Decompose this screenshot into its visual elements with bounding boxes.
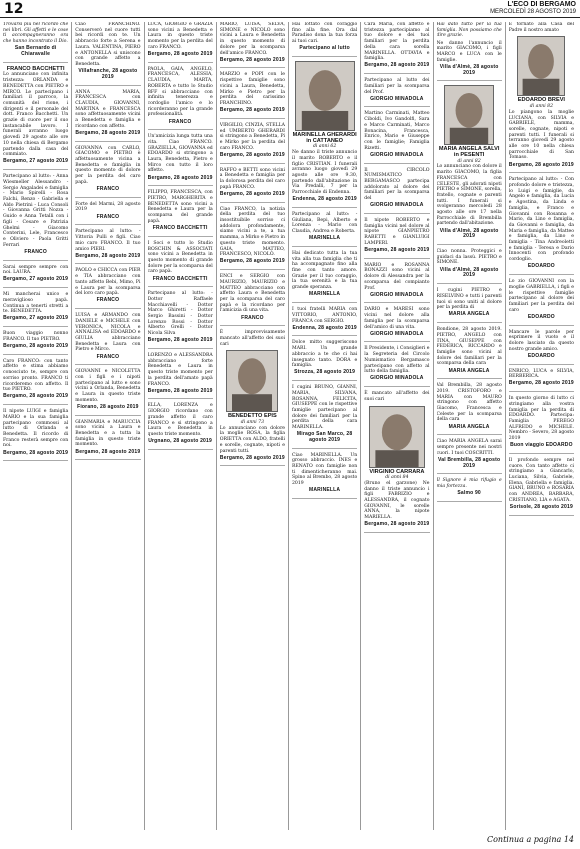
notice-signature: FRANCO BACCHETTI — [152, 275, 208, 282]
notice-signature: GIORGIO MINADOLA — [370, 95, 424, 102]
obituary-notice — [75, 313, 140, 365]
notice-text: Forte del Marmi, 28 agosto 2019 — [75, 201, 141, 213]
obituary-notice — [364, 218, 429, 259]
notice-signature: Bergamo, 28 agosto 2019 — [364, 247, 430, 253]
portrait-photo — [295, 61, 355, 131]
paper-masthead — [490, 1, 576, 16]
notice-signature: Bergamo, 28 agosto 2019 — [3, 343, 69, 350]
obituary-notice — [509, 177, 574, 275]
notice-signature: Sorisole, 28 agosto 2019 — [509, 504, 573, 511]
notice-quote: Hai dato tutto per la tua famiglia. Non possiamo che dire grazie. — [436, 22, 502, 39]
deceased-name: VIRGINIO CARRARA — [369, 468, 425, 475]
obituary-notice — [292, 61, 357, 208]
obituary-notice — [3, 265, 68, 289]
notice-text: GIANMARIA e MARUCCIA sono vicini a Laura e Benedetta e a tutta la famiglia in questo triste momento. — [75, 419, 141, 448]
notice-signature: Partecipano al lutto — [299, 45, 350, 52]
notice-signature: Bergamo, 28 agosto 2019 — [364, 62, 430, 69]
obituary-notice — [364, 78, 429, 107]
obituary-notice — [3, 331, 68, 355]
notice-text: VIRGILIO, CINZIA, STELLA ed UMBERTO GHERARDI si stringono a Benedetta, Pi e Mirko per la perdita del caro FRANCO. — [219, 122, 285, 151]
notice-signature: EDOARDO — [527, 263, 555, 270]
notice-text: ANNA MARIA, FRANCESCA con CLAUDIA, GIOVANNI, MARTINA e FRANCESCA sono affettuosamente vicini a Benedetta e famiglia e ricordano con affetto. — [75, 89, 141, 129]
notice-signature: MARIA ANGELA — [448, 367, 490, 374]
notice-signature: Bergamo, 27 agosto 2019 — [3, 276, 69, 283]
notice-signature: FRANCO — [96, 297, 120, 304]
notice-signature: Bergamo, 28 agosto 2019 — [219, 190, 285, 197]
notice-signature: GIORGIO MINADOLA — [370, 330, 424, 337]
obituary-columns — [3, 22, 577, 830]
notice-quote: Il Signore è mia rifugio e mia fortezza. — [436, 478, 502, 490]
obituary-notice — [437, 383, 502, 435]
obituary-notice — [75, 369, 140, 415]
notice-signature: Bergamo, 28 agosto 2019 — [219, 258, 285, 265]
notice-signature: Bergamo, 28 agosto 2019 — [147, 174, 213, 181]
obituary-notice — [292, 307, 357, 336]
obituary-notice — [509, 330, 574, 365]
notice-text: Partecipano al lutto: - Anna Wiesmeller Alessandro - Sergio Angaladei e famiglia - Mario Spirelli - Rosa Falchi, Renzo - Gabriella e Aldo Pietrini - Luca Consoli - Giovanna Gritti Nozza - Guido e Anna Tetalli con i figli - Cesare e Patrizia Ghelmi - Giacomo Conterini, Lele, Francesco e Oliviero - Paola Gritti Ferrari — [3, 174, 69, 248]
obituary-notice — [292, 340, 357, 381]
obituary-notice — [509, 458, 574, 516]
notice-signature: FRANCO — [96, 186, 120, 193]
notice-signature: San Bernardo di Chiaravalle — [14, 45, 57, 58]
obituary-notice — [148, 353, 213, 399]
obituary-notice — [220, 168, 285, 203]
obituary-notice — [509, 279, 574, 325]
obituary-notice — [509, 22, 574, 173]
obituary-column-7 — [437, 22, 506, 830]
notice-text: I Soci e tutto lo Studio BOSCHIN & ASSOCIATI sono vicini a Benedetta in questo momento di grande dolore per la scomparsa del caro papà. — [147, 240, 213, 275]
obituary-notice — [220, 72, 285, 118]
obituary-notice — [75, 202, 140, 226]
notice-signature: EDOARDO — [527, 313, 555, 320]
obituary-notice — [437, 22, 502, 81]
obituary-column-8 — [509, 22, 577, 830]
obituary-notice — [75, 90, 140, 142]
obituary-notice — [292, 22, 357, 57]
deceased-age: di anni 84 — [385, 475, 409, 481]
notice-text: MARZIO e POPI con le rispettive famiglie sono vicini a Laura, Benedetta, Mirko e Pietro per la perdita del carissimo FRANCHINO. — [219, 72, 285, 106]
continue-note: Continua a pagina 14 — [486, 835, 574, 844]
obituary-notice — [437, 288, 502, 323]
notice-text: LUISA e ARMANDO con DANIELE e MICHELE con VERONICA, NICOLA e ANNALISA ed EDOARDO e GIULIA abbracciano Benedetta e Laura con Pietro e Mirco. — [75, 313, 141, 353]
notice-signature: Bergamo, 27 agosto 2019 — [3, 158, 69, 165]
notice-text: Sarai sempre sempre con noi. LAURA. — [3, 264, 69, 276]
notice-text: Lo zio GIOVANNI con la moglie GABRIELLA, i figli e le rispettive famiglie partecipano al dolore dei familiari per la perdita del caro — [508, 279, 574, 313]
paper-date: MERCOLEDÌ 28 AGOSTO 2019 — [490, 9, 576, 15]
notice-signature: Bergamo, 28 agosto 2019 — [147, 51, 213, 58]
obituary-notice — [292, 251, 357, 303]
deceased-age: di anni 82 — [529, 104, 554, 110]
notice-text: PAOLA, GAIA, ANGELO, FRANCESCA, ALESSIA, CLAUDIA, MARTA, ROBERTA e tutto lo Studio BFF si abbracciano con infinita tenerezza e cordoglio l'amico e lo ricorderanno per la grande professionalità. — [147, 66, 213, 118]
notice-signature: Bergamo, 28 agosto 2019 — [3, 393, 69, 400]
notice-text: Ciao MARIA ANGELA sarai sempre presente nei nostri cuori. I tuoi COSCRITTI. — [436, 439, 502, 456]
notice-signature: Bergamo, 28 agosto 2019 — [219, 454, 285, 461]
portrait-photo — [369, 406, 425, 468]
notice-text: Ciao nonna. Proteggici e guidaci da lassù. PIETRO e SIMONE. — [436, 249, 502, 266]
notice-text: Partecipano al lutto dei familiari per la scomparsa del Prof. — [364, 78, 430, 95]
notice-text: LUCA, GIORGIO e GRAZIA sono vicini a Benedetta e Laura in questo triste momento per la perdita del caro FRANCO. — [147, 22, 213, 50]
notice-signature: Bergamo, 28 agosto 2019 — [508, 380, 574, 387]
paper-name: L'ECO DI BERGAMO — [507, 1, 576, 8]
notice-signature: Urgnano, 28 agosto 2019 — [148, 438, 213, 445]
obituary-notice — [220, 330, 285, 466]
notice-signature: Bergamo, 28 agosto 2019 — [364, 521, 430, 528]
obituary-notice — [437, 327, 502, 379]
notice-text: Ciao FRANCO, la notizia della perdita del tuo insostituibile sorriso ci addolora profondamente, siamo vicini a te, a tua mamma, a Mirko e Pietro in questo triste momento. GAIA, MATTEO, FRANCESCO, NICOLÒ. — [219, 206, 285, 258]
notice-signature: Villa d'Almè, 28 agosto 2019 — [439, 227, 499, 240]
notice-signature: Strozza, 28 agosto 2019 — [294, 369, 356, 376]
notice-signature: Salmo 90 — [457, 490, 481, 497]
notice-text: Hai dedicato tutta la tua vita alla tua famiglia che ti ha accompagnato fino alla fine con tanto amore. Grazie per il tuo coraggio, la tua serenità e la tua grande speranza. — [292, 250, 358, 291]
obituary-notice — [509, 369, 574, 393]
obituary-notice — [148, 291, 213, 349]
notice-text: (Bruno el garzone) Ne danno il triste annuncio i figli FABRIZIO e ALESSANDRA, il cognato GIOVANNI, le sorelle ANNA, la nipote MARIELLA. — [364, 480, 430, 521]
notice-text: Un'amicizia lunga tutta una vita. Ciao FRANCO. GRAZIELLA, GIOVANNA ed EDOARDO si stringono a Laura, Benedetta, Pietro e Mirco con tutto il loro affetto. — [147, 134, 213, 174]
obituary-notice — [3, 22, 68, 63]
obituary-notice — [148, 67, 213, 131]
notice-text: Hai lottato con coraggio fino alla fine. Ora dal Paradiso dona la tua forza ai tuoi cari. — [292, 22, 358, 45]
notice-text: Partecipano al lutto: - Dottor Raffaele Macchiavelli - Dottor Marco Ghiretti - Dottor Sergio Bassini - Dottor Lorenzo Rossi - Dottor Alberto Grelli - Dottor Nicola Silva — [147, 291, 213, 337]
obituary-notice — [364, 168, 429, 214]
notice-text: Lo annunciano con infinita tristezza: ORLANDA e BENEDETTA con PIETRO e MIRCO. Le partecipano i familiari il parroco, la comunità del rione, i dirigenti e il personale del dott. Franco Bacchetti. Un grazie di cuore per il suo instancabile lavoro. I funerali avranno luogo giovedì 29 agosto alle ore 10 nella chiesa di Bergamo partendo dalla casa del commiato. — [3, 72, 69, 158]
obituary-notice — [364, 391, 429, 533]
obituary-notice — [364, 346, 429, 387]
notice-signature: Villa d'Almè, 28 agosto 2019 — [439, 63, 499, 76]
obituary-notice — [3, 292, 68, 327]
obituary-notice — [292, 385, 357, 449]
obituary-column-2 — [75, 22, 144, 830]
notice-text: RAFFO e BETTI sono vicini a Benedetta e famiglia per la dolorosa perdita del caro papà FRANCO. — [219, 167, 285, 190]
notice-signature: Buon viaggio EDOARDO — [510, 442, 573, 449]
notice-text: Partecipano al lutto: - Vittoria Pulli e figli. Ciao mio caro FRANCO. Il tuo amico PIERI. — [75, 229, 141, 252]
obituary-notice — [148, 22, 213, 63]
obituary-notice — [148, 241, 213, 287]
notice-text: Cara Maria, con affetto e tristezza partecipiamo al tuo dolore e dei tuoi familiari per la perdita della cara sorella MARINELLA. OTTAVIA e famiglia. — [364, 22, 430, 62]
notice-text: È improvvisamente mancato all'affetto dei suoi cari — [219, 330, 285, 347]
notice-signature: Mirago San Marco, 28 agosto 2019 — [296, 431, 353, 443]
obituary-notice — [3, 174, 68, 260]
notice-signature: Bergamo, 28 agosto 2019 — [508, 161, 574, 168]
notice-text: ENCI e SERGIO con MAURIZIO, MAURIZIO e MATTEO abbracciano con affetto Laura e Benedetta per la scomparsa del caro papà e la ricordano per l'amicizia di una vita. — [219, 274, 285, 314]
notice-text: Mancare le parole per esprimere il vuoto e il dolore lasciato da questo nostro grande amico. — [508, 329, 574, 352]
notice-signature: GIORGIO MINADOLA — [370, 151, 424, 158]
deceased-name: FRANCO BACCHETTI — [6, 65, 65, 72]
obituary-notice — [437, 478, 502, 502]
notice-text: Ne danno l'annuncio il marito GIACOMO, i figli MARCO e LUCA con le famiglie. — [436, 40, 502, 63]
notice-text: ELLA, LORENZA e GIORGIO ricordano con grande affetto il caro FRANCO e si stringono a Laura e Benedetta in questo triste momento. — [147, 403, 213, 437]
notice-signature: MARINELLA — [309, 291, 341, 298]
deceased-name: MARINELLA GHERARDI in CATTANEO — [292, 132, 357, 144]
obituary-notice — [75, 420, 140, 461]
notice-text: GIOVANNI e NICOLETTA con i figli e i nipoti partecipano al lutto e sono vicini a Orlanda, Benedetta e Laura in questo triste momento. — [75, 369, 141, 403]
obituary-notice — [220, 207, 285, 271]
obituary-notice — [509, 396, 574, 454]
obituary-column-3 — [148, 22, 217, 830]
notice-text: Lo piangono la moglie LUCIANA, con SILVIA e GABRIELE, mamma, sorelle, cognate, nipoti e parenti tutti. I funerali si terranno giovedì 29 agosto alle ore 10 nella chiesa parrocchiale di San Tomaso. — [508, 109, 574, 161]
notice-signature: Fiorano, 28 agosto 2019 — [77, 403, 139, 410]
deceased-age: di anni 73 — [240, 420, 265, 426]
notice-signature: GIORGIO MINADOLA — [370, 202, 424, 209]
obituary-notice — [437, 439, 502, 474]
notice-signature: MARIA ANGELA — [448, 311, 490, 318]
page-header — [0, 0, 580, 18]
notice-text: Ciao MARINELLA. Un grosso abbraccio. INES e RENATO con famiglie non ti dimenticheranno mai. Spino al Brembo, 28 agosto 2019 — [292, 452, 358, 487]
notice-text: Il nipote ROBERTO e famiglia vicini nel dolore al nipote GIANPIETRO RABETTI e GIANLUIGI LAMPERI. — [364, 217, 430, 246]
notice-text: MARIO e ROSANNA BONAZZI sono vicini al dolore di Alessandra per la scomparsa del compianto Prof. — [364, 262, 430, 291]
notice-text: MARIO, LUISA, SELVA, SIMONE e NICOLO sono vicini a Laura e Benedetta in questo momento di dolore per la scomparsa dell'amico FRANCO. — [219, 22, 285, 56]
notice-text: È mancato all'affetto dei suoi cari — [364, 391, 430, 402]
notice-signature: Endenna, 28 agosto 2019 — [292, 196, 357, 203]
notice-text: In questo giorno di lutto ci stringiamo alla vostra famiglia per la perdita di EDOARDO. Partecipa: Famiglia PEREGO ALFREDO e MICHELE. Nembro - Severo, 28 agosto 2019 — [508, 396, 575, 442]
notice-signature: FRANCO BACCHETTI — [152, 225, 208, 232]
notice-signature: GIORGIO MINADOLA — [370, 291, 424, 298]
notice-signature: EDOARDO — [527, 352, 555, 359]
obituary-notice — [75, 229, 140, 264]
notice-text: PAOLO e CHICCA con PIER e TIA abbracciano con tanto affetto Bebi, Mimo, Pi e Laura per la scomparsa del loro caro papà. — [75, 268, 141, 297]
obituary-notice — [220, 274, 285, 326]
notice-text: GIOVANNA con CARLO, GIACOMO e PIETRO è affettuosamente vicina a Benedetta e famiglia in questo momento di dolore per la perdita del caro papà. — [75, 145, 141, 185]
notice-text: Dolce mitto suggeriscono MARI. Un grande abbraccio a te che ci hai insegnato tanto. DORA e famiglia. — [292, 340, 358, 369]
notice-signature: Bergamo, 28 agosto 2019 — [147, 387, 213, 394]
notice-text: Ne danno il triste annuncio il marito ROBERTO e il figlio CRISTIAN. I funerali avranno luogo giovedì 29 agosto alle ore 9.30, partendo dall'abitazione in Via Predalli, 7 per la Parrocchiale di Endenna. — [292, 150, 358, 196]
notice-signature: FRANCO — [24, 248, 47, 255]
notice-text: DARIO e MARESI sono vicini nel dolore alla famiglia per la scomparsa dell'amico di una vita. — [364, 307, 430, 330]
obituary-column-6 — [364, 22, 433, 830]
portrait-photo — [444, 85, 494, 145]
notice-text: Lo annunciano con dolore la moglie ROSA, la figlia ORIETTA con ALDO, fratelli e sorelle, cognate, nipoti e parenti tutti. — [219, 425, 285, 454]
notice-text: Il CIRCOLO NUMISMATICO BERGAMASCO partecipa addolorato al dolore dei familiari per la scomparsa del — [364, 167, 430, 202]
obituary-notice — [3, 409, 68, 461]
notice-signature: Bergamo, 28 agosto 2019 — [219, 107, 285, 114]
notice-text: Val Brembilla, 28 agosto 2019. CRISTOFORO e MARIA con MAURO stringono con affetto Giacomo, Francesca e Celeste per la scomparsa della cara — [436, 383, 502, 423]
obituary-notice — [292, 453, 357, 499]
deceased-name: EDOARDO BREVI — [517, 97, 565, 104]
deceased-age: di anni 82 — [457, 158, 481, 164]
obituary-notice — [364, 22, 429, 74]
notice-text: Il profondo sempre nel cuore. Con tanto affetto ci stringiamo a Giancarlo, Luciana, Silvia, Gabriele, Elena, Gabriella e famiglia. GIANI, BRUNO e ROSARIA con ANDREA, BARBARA, CRISTIANO, LIA e AGATA. — [508, 457, 574, 503]
notice-signature: Bergamo, 28 agosto 2019 — [219, 56, 285, 63]
notice-text: Lo annunciano con dolore il marito GIACOMO, la figlia FRANCESCA con CELESTE, gli adorati nipoti PIETRO e SIMONE, sorella, fratello, cognate e parenti tutti. I funerali si svolgeranno mercoledì 28 agosto alle ore 17 nella Parrocchiale di Brembilla partendo dall'abitazione. — [436, 164, 502, 227]
notice-signature: MARINELLA — [309, 487, 341, 494]
obituary-notice — [292, 212, 357, 247]
deceased-name: BENEDETTO EPIS — [228, 413, 277, 420]
notice-text: Caro FRANCO: con tanto affetto e stima abbiamo conosciuto te, sempre con sorriso pronto. FRANCO ti ricorderemo con affetto. Il tuo PIETRO. — [3, 358, 69, 393]
obituary-notice — [364, 263, 429, 304]
notice-text: Partecipano al lutto: - Giuliana, Bepi, Alberto e Lorenza - Mario con Claudia, Andrea e Roberta. — [292, 211, 358, 235]
notice-text: Ciao FRANCHINO. Conserverò nel cuore tutti bei ricordi con te. Un abbraccio forte a Serena e Laura. VALENTINA, PIERO e ANTONELLA si uniscono con grande affetto a Benedetta. — [75, 22, 141, 67]
notice-text: Il nipote LUIGI e famiglia MARIO e la sua famiglia partecipano commossi al lutto di Orlanda e Benedetta. Il ricordo di Franco resterà sempre con noi. — [3, 409, 69, 449]
deceased-age: di anni 62 — [312, 144, 337, 150]
notice-text: Martino Carminati, Matteo Ciboldi, Ivo Gandolfi, Sara e Marco Carminati, Marco Bonacina, Francesca, Enrico, Mario e Giuseppe con le famiglie; Famiglia Rizetti. — [364, 111, 430, 151]
notice-signature: Bergamo, 28 agosto 2019 — [219, 151, 285, 158]
notice-text: LORENZO e ALESSANDRA abbracciano forte Benedetta e Laura in questo triste momento per la perdita dell'amato papà FRANCO. — [147, 353, 213, 387]
obituary-column-4 — [220, 22, 289, 830]
notice-signature: Villafranche, 28 agosto 2019 — [78, 68, 138, 80]
obituary-column-1 — [3, 22, 72, 830]
deceased-name: MARIA ANGELA SALVI in PESENTI — [438, 146, 500, 159]
notice-signature: Bergamo, 28 agosto 2019 — [75, 252, 141, 259]
obituary-notice — [75, 146, 140, 198]
obituary-notice — [75, 268, 140, 309]
notice-signature: Villa d'Almè, 28 agosto 2019 — [439, 266, 499, 279]
obituary-notice — [148, 190, 213, 236]
notice-signature: FRANCO — [241, 314, 264, 321]
obituary-notice — [148, 134, 213, 186]
obituary-notice — [148, 403, 213, 449]
portrait-photo — [226, 350, 278, 412]
notice-signature: GIORGIO MINADOLA — [370, 375, 424, 382]
obituary-notice — [437, 85, 502, 245]
notice-text: Bondione, 28 agosto 2019. PIETRO, ANGELO con TINA, GIUSEPPE con FEDERICA, RICCARDO e famiglie sono vicini al dolore dei familiari per la scomparsa della cara — [436, 327, 502, 367]
notice-quote: Trovarsi più nel ricordo che nei libri. Gli affetti e le cose ti accompagneranno ora che hanno incontrato il Dio. — [3, 22, 69, 45]
obituary-notice — [437, 249, 502, 284]
notice-text: ENRICO, LUCA e SILVIA, BERBERICA. — [508, 368, 574, 380]
notice-signature: Bergamo, 28 agosto 2019 — [147, 337, 213, 344]
notice-signature: FRANCO — [96, 353, 120, 360]
obituary-column-5 — [292, 22, 361, 830]
obituary-notice — [220, 22, 285, 68]
obituary-notice — [3, 67, 68, 170]
notice-signature: Bergamo, 28 agosto 2019 — [3, 449, 69, 456]
notice-text: I tuoi fratelli MARIA con VITTORIO, ANTONIO, FRANCA con SERGIO. — [292, 307, 358, 324]
notice-signature: Val Brembilla, 28 agosto 2019 — [437, 456, 501, 469]
notice-text: Partecipano al lutto: - Con profondo dolore e tristezza, lo Luigi e famiglie, da Angelo e famiglia, da Lucia e Agostina, da Linda e famiglia, e Franco e Giovanni con Rosanna e Mario, da Lino e famiglia, da Giovanni e famiglia, da Maria e famiglia, da Matteo e famiglia, da Lino e famiglia - Tina Andreoletti e famiglia - Teresa e Dario Innocenti con profondo cordoglio. — [508, 177, 574, 263]
page-number: 12 — [4, 1, 24, 17]
obituary-notice — [364, 111, 429, 163]
notice-text: Il Presidente, i Consiglieri e la Segreteria del Circolo Numismatico Bergamasco partecipano con affetto al lutto della famiglia. — [364, 346, 430, 375]
notice-signature: Bergamo, 28 agosto 2019 — [75, 448, 141, 455]
obituary-notice — [75, 22, 140, 86]
notice-signature: MARINELLA — [309, 235, 341, 242]
notice-text: Buon viaggio nonno FRANCO. Il tuo PIETRO. — [3, 331, 69, 342]
notice-signature: Bergamo, 27 agosto 2019 — [3, 315, 69, 322]
notice-signature: Bergamo, 28 agosto 2019 — [75, 129, 141, 136]
obituary-notice — [220, 123, 285, 164]
notice-text: Mi mancherai unico e meraviglioso papà. Continua a tenerti stretti a te. BENEDETTA. — [3, 292, 69, 315]
portrait-photo — [517, 36, 565, 96]
notice-signature: MARIA ANGELA — [448, 423, 490, 430]
notice-text: I cugini PIETRO e RISELVINO e tutti i parenti tuoi si sono uniti al dolore per la perdita di — [436, 288, 502, 311]
notice-signature: FRANCO — [168, 118, 192, 125]
obituary-notice — [364, 307, 429, 342]
obituary-notice — [3, 359, 68, 405]
notice-text: FILIPPO, FRANCESCA, con PIETRO, MARGHERITA e BENEDETTA sono vicini a Benedetta e Laura per la scomparsa del grande papà. — [147, 190, 213, 224]
notice-signature: FRANCO — [96, 213, 120, 220]
notice-text: I cugini BRUNO, GIANNI, MARIA, SILVANA, ROSANNA, FELICITA, GIUSEPPE con le rispettive famiglie partecipano al dolore dei familiari per la perdita della cara MARINELLA. — [292, 385, 358, 431]
notice-text: È tornato alla Casa del Padre il nostro amato — [508, 22, 574, 33]
notice-signature: Endenna, 28 agosto 2019 — [292, 324, 357, 331]
